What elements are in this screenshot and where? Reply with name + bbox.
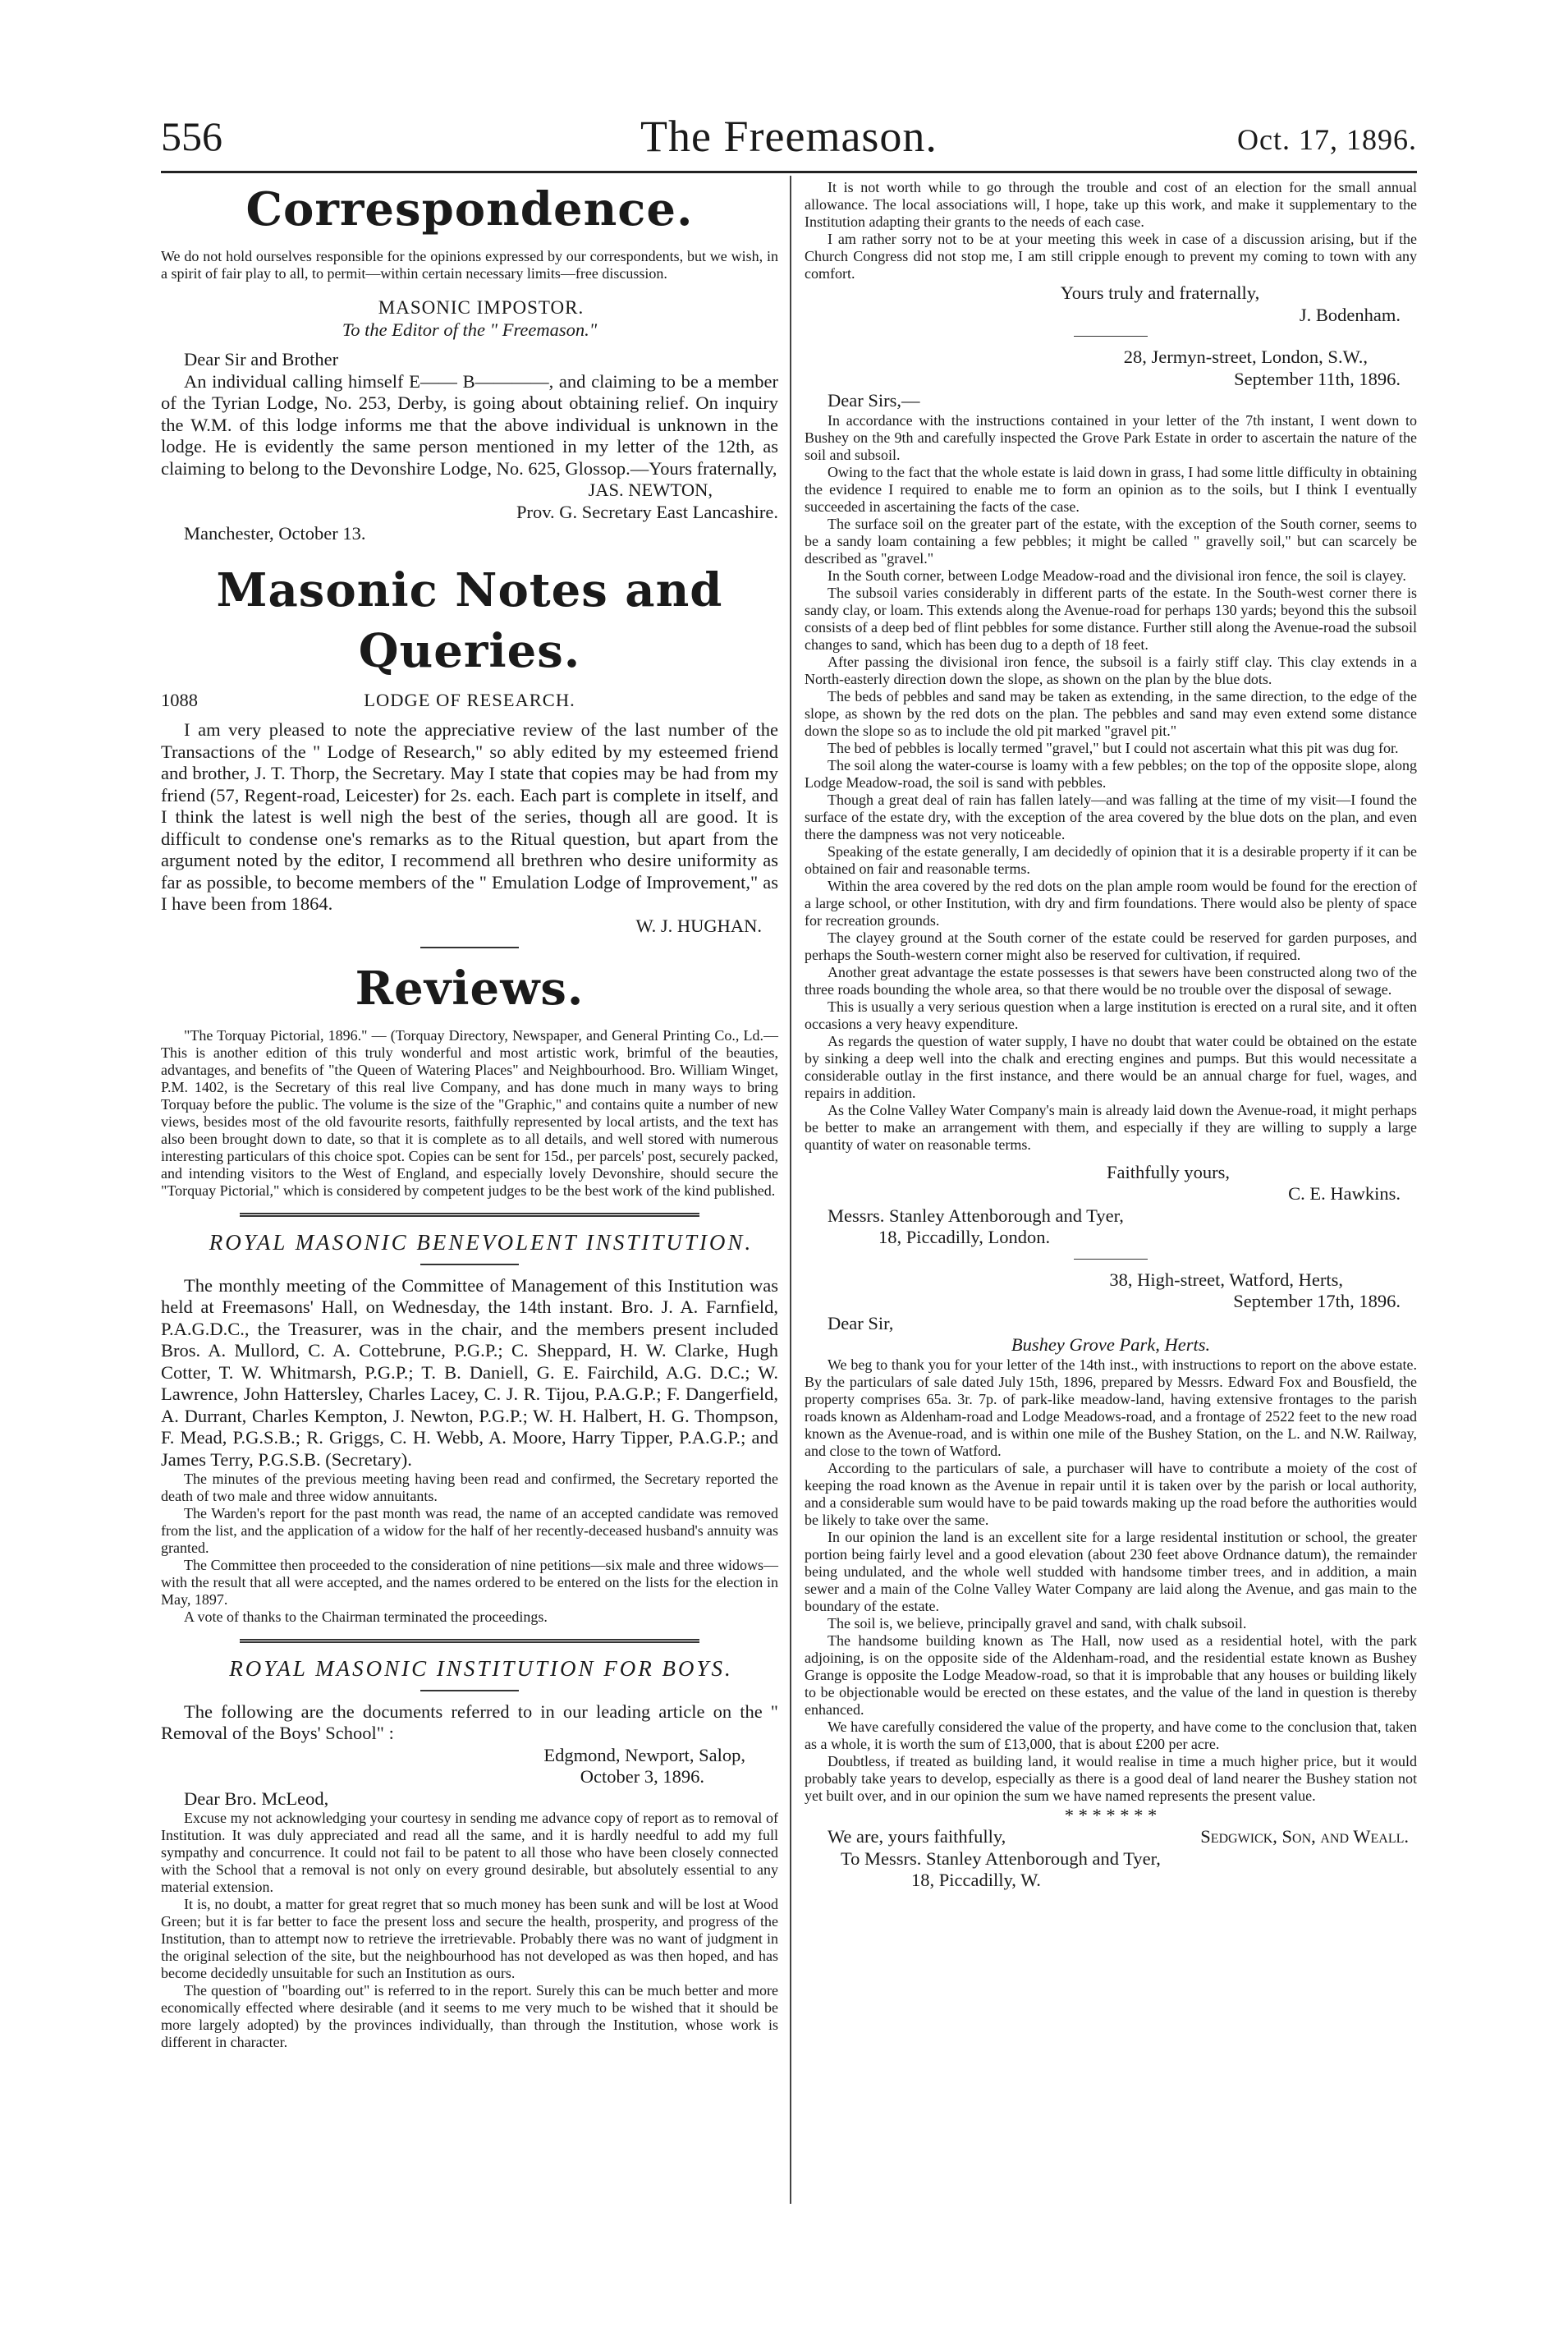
page-number: 556: [161, 113, 222, 159]
review-body: "The Torquay Pictorial, 1896." — (Torquay Directory, Newspaper, and General Printing Co., Ld.—This is another edition of this truly wonderful and most artistic work, brimful of the beauties, advantages, and benefits of "the Queen of Watering Places" and Neighbourhood. Bro. William Winget, P.M. 1402, is the Secretary of this real live Company, and has done much in many ways to bring Torquay before the public. The volume is the size of the "Graphic," and contains quite a number of new views, besides most of the old favourite resorts, faithfully represented by local artists, and the text has also been brought down to date, so that it is complete as to all details, and well stored with numerous interesting particulars of this choice spot. Copies can be sent for 15d., per parcels' post, securely packed, and intending visitors to the West of England, and especially lovely Devonshire, should secure the "Torquay Pictorial," which is considered by competent judges to be the best work of the kind published.: [161, 1027, 778, 1199]
sedgwick-paragraph-7: Doubtless, if treated as building land, it would realise in time a much higher price, but it would probably take years to develop, especially as there is a good deal of land nearer the Bushey station not yet built over, and in our opinion the sum we have named represents the present value.: [805, 1752, 1417, 1804]
hawkins-addressee-1: Messrs. Stanley Attenborough and Tyer,: [828, 1205, 1124, 1226]
rmbi-paragraph-4: The Committee then proceeded to the consideration of nine petitions—six male and three widows—with the result that all were accepted, and the names ordered to be entered on the lists for the election in May, 1897.: [161, 1557, 778, 1608]
section-rule: [420, 1264, 519, 1265]
rmib-paragraph-4: It is not worth while to go through the trouble and cost of an election for the small annual allowance. The local associations will, I hope, take up this work, and make it supplementary to the Institution adapting their grants to the needs of each case.: [805, 179, 1417, 230]
correspondence-disclaimer: We do not hold ourselves responsible for the opinions expressed by our correspondents, but we wish, in a spirit of fair play to all, to permit—within certain necessary limits—free discussion.: [161, 248, 778, 282]
hawkins-paragraph-17: As the Colne Valley Water Company's main is already laid down the Avenue-road, it might perhaps be better to make an arrangement with them, and especially if they are willing to supply a large quantity of water on reasonable terms.: [805, 1101, 1417, 1153]
hawkins-paragraph-16: As regards the question of water supply, I have no doubt that water could be obtained on the estate by sinking a deep well into the chalk and erecting engines and pumps. But this would necessitate a considerable outlay in the first instance, and there would be an annual charge for fuel, wages, and repairs in addition.: [805, 1032, 1417, 1101]
letter-body: An individual calling himself E—— B————, and claiming to be a member of the Tyrian Lodge, No. 253, Derby, is going about obtaining relief. On inquiry the W.M. of this lodge informs me that the above individual is unknown in the lodge. He is evidently the same person mentioned in my letter of the 12th, as claiming to belong to the Devonshire Lodge, No. 625, Glossop.—Yours fraternally,: [161, 370, 778, 479]
rmib-closing: Yours truly and fraternally,: [1060, 282, 1260, 303]
hawkins-paragraph-15: This is usually a very serious question when a large institution is erected on a rural site, and it often occasions a very heavy expenditure.: [805, 998, 1417, 1032]
hawkins-paragraph-2: Owing to the fact that the whole estate is laid down in grass, I had some little difficulty in obtaining the evidence I required to enable me to form an opinion as to the soils, but I think I eventually succeeded in ascertaining the facts of the case.: [805, 463, 1417, 515]
section-rule: [420, 1690, 519, 1691]
hawkins-paragraph-14: Another great advantage the estate possesses is that sewers have been constructed along two of the three roads bounding the whole area, so that there would be no trouble over the disposal of sewage.: [805, 963, 1417, 998]
hawkins-paragraph-3: The surface soil on the greater part of the estate, with the exception of the South corner, seems to be a sandy loam containing a few pebbles; it might be called " gravelly soil," but can scarcely be described as "gravel.": [805, 515, 1417, 567]
letter-rule: [1074, 336, 1148, 337]
query-title: LODGE OF RESEARCH.: [364, 689, 575, 710]
letter-rule: [1074, 1259, 1148, 1260]
rmib-paragraph-2: It is, no doubt, a matter for great regret that so much money has been sunk and will be lost at Wood Green; but it is far better to face the present loss and secure the health, prosperity, and progress of the Institution, than to attempt now to retrieve the irretrievable. Probably there was no want of judgment in the original selection of the site, but the neighbourhood has not developed as was then hoped, and has become decidedly unsuitable for such an Institution as ours.: [161, 1896, 778, 1981]
query-body: I am very pleased to note the appreciative review of the last number of the Transactions of the " Lodge of Research," so ably edited by my esteemed friend and brother, J. T. Thorp, the Secretary. May I state that copies may be had from my friend (57, Regent-road, Leicester) for 2s. each. Each part is complete in itself, and I think the latest is well nigh the best of the series, though all are good. It is difficult to condense one's remarks as to the Ritual question, but apart from the argument noted by the editor, I recommend all brethren who desire uniformity as far as possible, to become members of the " Emulation Lodge of Improvement," as I have been from 1864.: [161, 719, 778, 914]
letter-signature: JAS. NEWTON,: [588, 480, 713, 500]
hawkins-paragraph-11: Speaking of the estate generally, I am decidedly of opinion that it is a desirable property if it can be obtained on fair and reasonable terms.: [805, 842, 1417, 877]
hawkins-closing: Faithfully yours,: [1107, 1161, 1230, 1182]
rmib-date: October 3, 1896.: [580, 1766, 704, 1787]
reviews-heading: Reviews.: [355, 961, 585, 1016]
letter-place-date: Manchester, October 13.: [184, 523, 366, 544]
rmib-salutation: Dear Bro. McLeod,: [184, 1788, 329, 1809]
rmib-paragraph-5: I am rather sorry not to be at your meeting this week in case of a discussion arising, but if the Church Congress did not stop me, I am still cripple enough to prevent my coming to town with any comfort.: [805, 231, 1417, 282]
hawkins-paragraph-9: The soil along the water-course is loamy with a few pebbles; on the top of the opposite slope, along Lodge Meadow-road, the soil is sand with pebbles.: [805, 756, 1417, 791]
hawkins-address: 28, Jermyn-street, London, S.W.,: [1123, 346, 1368, 367]
hawkins-addressee-2: 18, Piccadilly, London.: [878, 1227, 1051, 1247]
hawkins-signature: C. E. Hawkins.: [1288, 1183, 1401, 1204]
rmib-heading: ROYAL MASONIC INSTITUTION FOR BOYS.: [229, 1656, 733, 1681]
masthead: [161, 111, 1417, 168]
hawkins-paragraph-6: After passing the divisional iron fence, the subsoil is a fairly stiff clay. This clay extends in a North-easterly direction down the slope, as shown on the plan by the blue dots.: [805, 653, 1417, 687]
letter-salutation: Dear Sir and Brother: [184, 349, 339, 369]
sedgwick-paragraph-3: In our opinion the land is an excellent site for a large residental institution or school, the greater portion being fairly level and a good elevation (about 230 feet above Ordnance datum), the remainder being undulated, and the whole well studded with handsome timber trees, and in addition, a main sewer and a main of the Colne Valley Water Company are laid along the Avenue, and gas main to the boundary of the estate.: [805, 1528, 1417, 1614]
hawkins-paragraph-5: The subsoil varies considerably in different parts of the estate. In the South-west corner there is sandy clay, or loam. This extends along the Avenue-road for perhaps 130 yards; beyond this the subsoil consists of a deep bed of flint pebbles for some distance. Further still along the Avenue-road the subsoil changes to sand, which has been dug to a depth of 18 feet.: [805, 584, 1417, 653]
rmib-signature: J. Bodenham.: [1299, 304, 1401, 325]
rmib-paragraph-1: Excuse my not acknowledging your courtesy in sending me advance copy of report as to removal of Institution. It was duly appreciated and read all the same, and it is hardly needful to add my full sympathy and concurrence. It could not fail to be patent to all those who have been closely connected with the School that a removal is not only on every ground desirable, but absolutely essential to any material extension.: [161, 1810, 778, 1895]
hawkins-paragraph-8: The bed of pebbles is locally termed "gravel," but I could not ascertain what this pit was dug for.: [828, 739, 1399, 756]
sedgwick-salutation: Dear Sir,: [828, 1312, 894, 1333]
hawkins-paragraph-10: Though a great deal of rain has fallen lately—and was falling at the time of my visit—I found the surface of the estate dry, with the exception of the area covered by the blue dots on the plan, and even there the dampness was not very noticeable.: [805, 791, 1417, 842]
sedgwick-addressee-1: To Messrs. Stanley Attenborough and Tyer,: [841, 1847, 1161, 1869]
hawkins-paragraph-12: Within the area covered by the red dots on the plan ample room would be found for the erection of a large school, or other Institution, with dry and firm foundations. There would also be plenty of space for recreation grounds.: [805, 877, 1417, 929]
rmib-paragraph-3: The question of "boarding out" is referred to in the report. Surely this can be much better and more economically effected where desirable (and it seems to me very much to be wished that it should be more largely adopted) by the provinces individually, than through the Institution, whose work is different in character.: [161, 1982, 778, 2050]
sedgwick-addressee-2: 18, Piccadilly, W.: [911, 1870, 1041, 1890]
sedgwick-paragraph-4: The soil is, we believe, principally gravel and sand, with chalk subsoil.: [828, 1614, 1247, 1632]
rmib-address: Edgmond, Newport, Salop,: [543, 1744, 745, 1765]
notes-queries-heading: Masonic Notes and Queries.: [216, 562, 723, 678]
sedgwick-signature: Sedgwick, Son, and Weall.: [1200, 1826, 1409, 1847]
hawkins-salutation: Dear Sirs,—: [828, 390, 920, 411]
rmbi-paragraph-2: The minutes of the previous meeting having been read and confirmed, the Secretary reported the death of two male and three widow annuitants.: [161, 1471, 778, 1504]
hawkins-paragraph-1: In accordance with the instructions contained in your letter of the 7th instant, I went down to Bushey on the 9th and carefully inspected the Grove Park Estate in order to ascertain the nature of the soil and subsoil.: [805, 411, 1417, 463]
sedgwick-subject: Bushey Grove Park, Herts.: [1011, 1334, 1211, 1355]
hawkins-date: September 11th, 1896.: [1234, 368, 1401, 389]
query-number: 1088: [161, 689, 198, 710]
letter-title: MASONIC IMPOSTOR.: [378, 297, 585, 318]
paper-title: The Freemason.: [640, 112, 938, 161]
query-signature: W. J. HUGHAN.: [635, 915, 762, 936]
sedgwick-paragraph-2: According to the particulars of sale, a purchaser will have to contribute a moiety of the cost of keeping the road known as the Avenue in repair until it is taken over by the parish or local authority, and a considerable sum would have to be paid towards making up the road before the authorities would be likely to take over the same.: [805, 1459, 1417, 1528]
rmbi-paragraph-1: The monthly meeting of the Committee of Management of this Institution was held at Freemasons' Hall, on Wednesday, the 14th instant. Bro. J. A. Farnfield, P.A.G.D.C., the Treasurer, was in the chair, and the members present included Bros. A. Mullord, C. A. Cottebrune, P.G.P.; C. Sheppard, H. W. Clarke, Hugh Cotter, T. W. Whitmarsh, P.G.P.; T. B. Daniell, G. E. Fairchild, A.G. D.C.; W. Lawrence, John Hattersley, Charles Lacey, C. J. R. Tijou, P.A.G.P.; F. Dangerfield, A. Durrant, Charles Kempton, J. Newton, P.G.P.; W. H. Halbert, H. G. Thompson, F. Mead, P.G.S.B.; R. Griggs, C. H. Webb, A. Moore, Harry Tipper, P.A.G.P.; and James Terry, P.G.S.B. (Secretary).: [161, 1274, 778, 1470]
rmib-intro: The following are the documents referred to in our leading article on the " Removal of the Boys' School" :: [161, 1700, 778, 1743]
section-rule-double: [240, 1639, 699, 1645]
sedgwick-paragraph-5: The handsome building known as The Hall, now used as a residential hotel, with the park adjoining, is on the opposite side of the Aldenham-road, and the residential estate known as Bushey Grange is opposite the Lodge Meadow-road, so that it is improbable that any houses or building likely to be objectionable would be erected on these estates, and the value of the land in question is thereby enhanced.: [805, 1632, 1417, 1718]
hawkins-paragraph-4: In the South corner, between Lodge Meadow-road and the divisional iron fence, the soil is clayey.: [828, 567, 1406, 584]
masthead-rule: [161, 171, 1417, 173]
letter-signature-title: Prov. G. Secretary East Lancashire.: [516, 501, 778, 522]
section-rule-double: [240, 1213, 699, 1218]
hawkins-paragraph-7: The beds of pebbles and sand may be taken as extending, in the same direction, to the edge of the slope, as shown by the red dots on the plan. The pebbles and sand may even extend some distance down the slope so as to include the old pit marked "gravel pit.": [805, 687, 1417, 739]
sedgwick-address: 38, High-street, Watford, Herts,: [1109, 1269, 1343, 1290]
issue-date: Oct. 17, 1896.: [1237, 123, 1417, 156]
left-column: [161, 179, 778, 2051]
rmbi-heading: ROYAL MASONIC BENEVOLENT INSTITUTION.: [209, 1230, 754, 1255]
sedgwick-paragraph-1: We beg to thank you for your letter of the 14th inst., with instructions to report on the above estate. By the particulars of sale dated July 15th, 1896, prepared by Messrs. Edward Fox and Bousfield, the property comprises 65a. 3r. 7p. of park-like meadow-land, having extensive frontages to the parish roads known as Aldenham-road and Lodge Meadows-road, and a frontage of 2522 feet to the new road known as the Avenue-road, and is within one mile of the Bushey Station, on the L. and N.W. Railway, and close to the town of Watford.: [805, 1356, 1417, 1459]
section-rule: [420, 947, 519, 948]
correspondence-heading: Correspondence.: [245, 182, 694, 236]
hawkins-paragraph-13: The clayey ground at the South corner of the estate could be reserved for garden purposes, and perhaps the South-western corner might also be reserved for cultivation, if required.: [805, 929, 1417, 963]
column-divider: [790, 176, 791, 2204]
sedgwick-asterisks: * * * * * * *: [1064, 1804, 1158, 1825]
rmbi-paragraph-3: The Warden's report for the past month was read, the name of an accepted candidate was removed from the list, and the application of a widow for the half of her recently-deceased husband's annuity was granted.: [161, 1505, 778, 1556]
rmbi-paragraph-5: A vote of thanks to the Chairman terminated the proceedings.: [184, 1609, 548, 1625]
right-column: [805, 179, 1417, 1892]
sedgwick-paragraph-6: We have carefully considered the value of the property, and have come to the conclusion that, taken as a whole, it is worth the sum of £13,000, that is about £200 per acre.: [805, 1718, 1417, 1752]
letter-to-editor: To the Editor of the " Freemason.": [342, 319, 598, 340]
sedgwick-date: September 17th, 1896.: [1233, 1291, 1401, 1311]
sedgwick-closing: We are, yours faithfully,: [828, 1826, 1006, 1847]
